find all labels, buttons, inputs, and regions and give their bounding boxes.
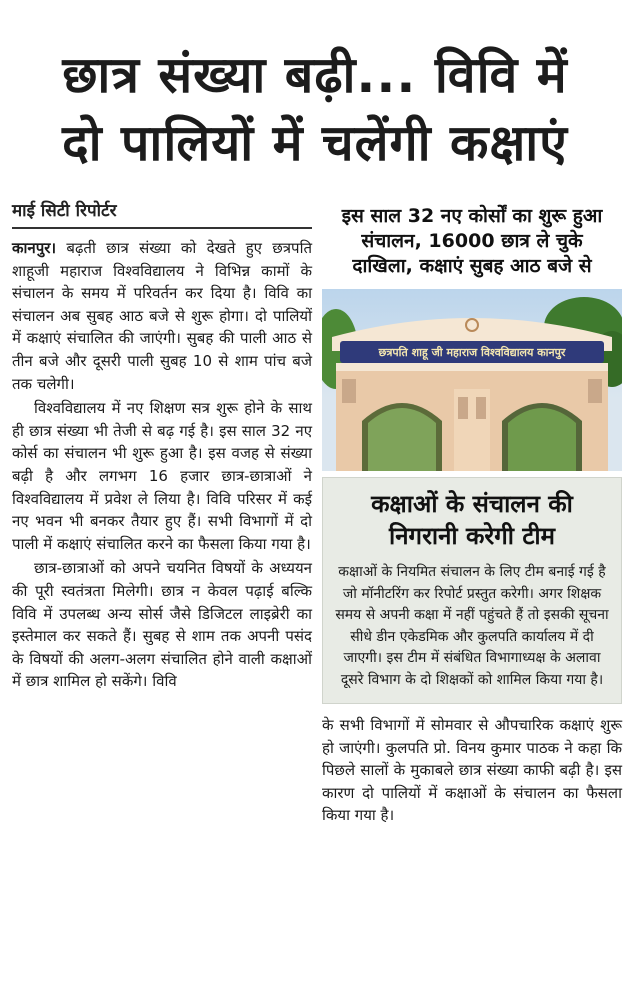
pillar-panel-1 [458,397,468,419]
wall-window-1 [342,379,356,403]
byline: माई सिटी रिपोर्टर [12,198,312,229]
gate-illustration [322,289,622,471]
paragraph-3: छात्र-छात्राओं को अपने चयनित विषयों के अध्ययन की पूरी स्वतंत्रता मिलेगी। छात्र न केवल पढ़ाई बल्कि विवि में उपलब्ध अन्य सोर्स जैसे डिजिटल लाइब्रेरी का इस्तेमाल कर सकते हैं। सुबह से शाम तक अपनी पसंद के विषयों की अलग-अलग संचालित होने वाली कक्षाओं में छात्र शामिल हो सकेंगे। विवि [12,559,312,691]
subheadline: इस साल 32 नए कोर्सों का शुरू हुआ संचालन, 16000 छात्र ले चुके दाखिला, कक्षाएं सुबह आठ बजे से [341,205,603,277]
paragraph-2: विश्वविद्यालय में नए शिक्षण सत्र शुरू होने के साथ ही छात्र संख्या भी तेजी से बढ़ गई है। इस साल 32 नए कोर्स का संचालन भी शुरू हुआ है। इस वजह से संख्या बढ़ी है और लगभग 16 हजार छात्र-छात्राओं ने विश्वविद्यालय में प्रवेश ले लिया है। विवि परिसर में कई नए भवन भी बनकर तैयार हुए हैं। सभी विभागों में दो पाली में कक्षाएं संचालित करने का फैसला किया गया है। [12,399,312,553]
box-body: कक्षाओं के नियमित संचालन के लिए टीम बनाई गई है जो मॉनीटरिंग कर रिपोर्ट प्रस्तुत करेगी। अगर शिक्षक समय से अपनी कक्षा में नहीं पहुंचते हैं तो इसकी सूचना सीधे डीन एकेडमिक और कुलपति कार्यालय में दी जाएगी। इस टीम में संबंधित विभागाध्यक्ष के अलावा दूसरे विभाग के दो शिक्षकों को शामिल किया गया है। [335,564,609,688]
gate-arch-left-view [368,408,436,471]
headline-line-2: दो पालियों में चलेंगी कक्षाएं [62,114,568,172]
gate-arch-right-view [508,408,576,471]
paragraph-1-text: बढ़ती छात्र संख्या को देखते हुए छत्रपति शाहूजी महाराज विश्वविद्यालय ने विभिन्न कामों के संचालन के समय में परिवर्तन कर दिया है। विवि का संचालन अब सुबह आठ बजे से शुरू होगा। दो पालियों में कक्षाएं संचालित की जाएंगी। सुबह की पाली आठ से तीन बजे और दूसरी पाली सुबह 10 से शाम पांच बजे तक चलेगी। [12,239,312,393]
headline [0,0,630,178]
dateline: कानपुर। [12,239,57,257]
gate-sign-text: छत्रपति शाहू जी महाराज विश्वविद्यालय कानपुर [378,346,566,359]
wall-window-2 [588,379,602,403]
box-title: कक्षाओं के संचालन की निगरानी करेगी टीम [371,490,573,550]
sidebar-box [322,477,622,704]
continuation-paragraph: के सभी विभागों में सोमवार से औपचारिक कक्षाएं शुरू हो जाएंगी। कुलपति प्रो. विनय कुमार पाठक ने कहा कि पिछले सालों के मुकाबले छात्र संख्या काफी बढ़ी है। इस कारण दो पालियों में कक्षाओं के संचालन का फैसला किया गया है। [322,716,622,825]
left-column [12,198,312,695]
university-gate-photo [322,289,622,471]
headline-line-1: छात्र संख्या बढ़ी... विवि में [62,46,568,104]
pillar-panel-2 [476,397,486,419]
right-column [322,198,622,829]
paragraph-1 [12,237,312,395]
gate-band [336,363,608,371]
